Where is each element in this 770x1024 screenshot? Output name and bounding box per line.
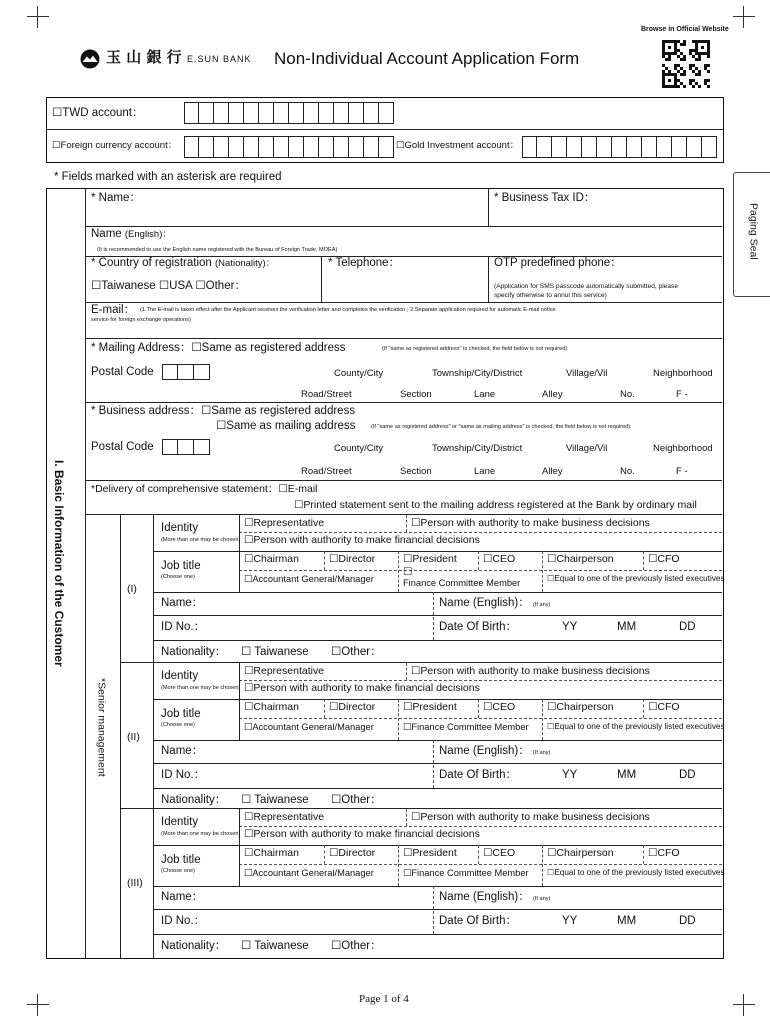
logo-english: E.SUN BANK xyxy=(187,54,252,64)
finance-committee-checkbox[interactable]: ☐ xyxy=(403,566,413,578)
equal-executives-checkbox[interactable]: ☐Equal to one of the previously listed executives xyxy=(547,868,725,877)
finance-committee-label: Finance Committee Member xyxy=(403,578,521,588)
officer-nationality-label: Nationality： xyxy=(161,646,227,658)
page-number: Page 1 of 4 xyxy=(359,993,409,1005)
mountain-logo-icon xyxy=(80,49,100,69)
job-title-hint: (Choose one) xyxy=(161,868,195,874)
cfo-checkbox[interactable]: ☐CFO xyxy=(648,701,680,713)
officer-id-label[interactable]: ID No.： xyxy=(161,769,206,781)
paging-seal-label: Paging Seal xyxy=(747,203,760,260)
dob-month: MM xyxy=(617,621,637,633)
representative-checkbox[interactable]: ☐Representative xyxy=(244,665,325,677)
chairperson-checkbox[interactable]: ☐Chairperson xyxy=(547,701,614,713)
officer-name-label[interactable]: Name： xyxy=(161,597,204,609)
dob-year: YY xyxy=(562,621,578,633)
director-checkbox[interactable]: ☐Director xyxy=(329,701,376,713)
identity-hint: (More than one may be chosen) xyxy=(161,537,241,543)
financial-authority-checkbox[interactable]: ☐Person with authority to make financial decisions xyxy=(244,534,480,546)
chairman-checkbox[interactable]: ☐Chairman xyxy=(244,701,299,713)
nationality-other-checkbox[interactable]: ☐Other： xyxy=(331,940,382,952)
foreign-account-label[interactable]: ☐Foreign currency account： xyxy=(52,140,178,151)
management-row-label: (II) xyxy=(127,731,140,743)
otp-note-1: (Application for SMS passcode automatically submitted, please xyxy=(494,283,678,290)
bank-logo xyxy=(80,48,266,70)
accountant-checkbox[interactable]: ☐Accountant General/Manager xyxy=(244,574,374,584)
financial-authority-checkbox[interactable]: ☐Person with authority to make financial decisions xyxy=(244,682,480,694)
nationality-taiwanese-checkbox[interactable]: ☐ Taiwanese xyxy=(241,940,309,952)
job-title-hint: (Choose one) xyxy=(161,574,195,580)
business-road-street: Road/Street xyxy=(301,466,352,477)
business-address-label[interactable]: * Business address：☐Same as registered address xyxy=(91,405,356,417)
identity-label: Identity xyxy=(161,816,199,828)
business-authority-checkbox[interactable]: ☐Person with authority to make business decisions xyxy=(411,811,650,823)
ceo-checkbox[interactable]: ☐CEO xyxy=(483,847,516,859)
dob-day: DD xyxy=(679,769,696,781)
management-row-label: (I) xyxy=(127,583,137,595)
business-lane: Lane xyxy=(474,466,496,477)
business-authority-checkbox[interactable]: ☐Person with authority to make business decisions xyxy=(411,665,650,677)
mailing-postal-code-label: Postal Code xyxy=(91,366,154,378)
business-township: Township/City/District xyxy=(432,443,523,454)
business-postal-code-label: Postal Code xyxy=(91,441,154,453)
director-checkbox[interactable]: ☐Director xyxy=(329,553,376,565)
mailing-note: (If "same as registered address" is checked, the field below is not required) xyxy=(382,346,568,352)
dob-year: YY xyxy=(562,915,578,927)
twd-account-label[interactable]: ☐TWD account： xyxy=(52,107,144,119)
crop-mark xyxy=(733,994,755,1016)
dob-day: DD xyxy=(679,621,696,633)
chairperson-checkbox[interactable]: ☐Chairperson xyxy=(547,553,614,565)
crop-mark xyxy=(27,6,49,28)
equal-executives-checkbox[interactable]: ☐Equal to one of the previously listed executives xyxy=(547,722,725,731)
cfo-checkbox[interactable]: ☐CFO xyxy=(648,847,680,859)
mailing-township: Township/City/District xyxy=(432,368,523,379)
officer-name-english-label[interactable]: Name (English)： (If any) xyxy=(439,891,551,903)
president-checkbox[interactable]: ☐President xyxy=(403,847,457,859)
mailing-no: No. xyxy=(620,389,635,400)
business-neighborhood: Neighborhood xyxy=(653,443,713,454)
business-no: No. xyxy=(620,466,635,477)
mailing-floor: F - xyxy=(676,389,688,400)
country-label[interactable]: * Country of registration (Nationality)： xyxy=(91,257,276,269)
senior-management-label: *Senior management xyxy=(95,678,108,777)
business-note: (If "same as registered address" or "same as mailing address" is checked, the field below is not required) xyxy=(371,424,631,430)
crop-mark xyxy=(27,994,49,1016)
dob-month: MM xyxy=(617,769,637,781)
accountant-checkbox[interactable]: ☐Accountant General/Manager xyxy=(244,722,374,732)
business-authority-checkbox[interactable]: ☐Person with authority to make business decisions xyxy=(411,517,650,529)
chairman-checkbox[interactable]: ☐Chairman xyxy=(244,553,299,565)
business-county-city: County/City xyxy=(334,443,384,454)
mailing-address-label[interactable]: * Mailing Address：☐Same as registered address xyxy=(91,342,346,354)
telephone-label[interactable]: * Telephone： xyxy=(328,257,401,269)
logo-chinese: 玉 山 銀 行 xyxy=(106,48,182,66)
officer-name-english-label[interactable]: Name (English)： (If any) xyxy=(439,597,551,609)
business-postal-code-field[interactable] xyxy=(162,439,210,455)
gold-account-field[interactable] xyxy=(522,136,717,158)
mailing-alley: Alley xyxy=(542,389,563,400)
finance-committee-checkbox[interactable]: ☐Finance Committee Member xyxy=(403,868,529,878)
email-note-2: service for foreign exchange operations) xyxy=(91,317,191,323)
nationality-taiwanese-checkbox[interactable]: ☐ Taiwanese xyxy=(241,794,309,806)
email-note-1: (1.The E-mail is taken effect after the Applicant receives the verification letter and completes the verification.; 2.Separate application required for automatic E-mail notice xyxy=(140,307,556,313)
identity-hint: (More than one may be chosen) xyxy=(161,685,241,691)
crop-mark xyxy=(733,6,755,28)
dob-year: YY xyxy=(562,769,578,781)
officer-dob-label[interactable]: Date Of Birth： xyxy=(439,915,517,927)
financial-authority-checkbox[interactable]: ☐Person with authority to make financial decisions xyxy=(244,828,480,840)
ceo-checkbox[interactable]: ☐CEO xyxy=(483,701,516,713)
mailing-county-city: County/City xyxy=(334,368,384,379)
ceo-checkbox[interactable]: ☐CEO xyxy=(483,553,516,565)
officer-nationality-label: Nationality： xyxy=(161,794,227,806)
business-alley: Alley xyxy=(542,466,563,477)
nationality-taiwanese-checkbox[interactable]: ☐ Taiwanese xyxy=(241,646,309,658)
country-options[interactable]: ☐Taiwanese ☐USA ☐Other： xyxy=(91,280,246,292)
representative-checkbox[interactable]: ☐Representative xyxy=(244,517,325,529)
officer-name-english-label[interactable]: Name (English)： (If any) xyxy=(439,745,551,757)
finance-committee-checkbox[interactable]: ☐Finance Committee Member xyxy=(403,722,529,732)
job-title-label: Job title xyxy=(161,560,201,572)
business-village: Village/Vil xyxy=(566,443,608,454)
otp-note-2: specify otherwise to annul this service) xyxy=(494,292,607,299)
officer-dob-label[interactable]: Date Of Birth： xyxy=(439,621,517,633)
director-checkbox[interactable]: ☐Director xyxy=(329,847,376,859)
dob-month: MM xyxy=(617,915,637,927)
mailing-section: Section xyxy=(400,389,432,400)
business-tax-id-label[interactable]: * Business Tax ID： xyxy=(494,192,596,204)
job-title-label: Job title xyxy=(161,708,201,720)
name-label[interactable]: * Name： xyxy=(91,192,141,204)
business-section: Section xyxy=(400,466,432,477)
nationality-other-checkbox[interactable]: ☐Other： xyxy=(331,646,382,658)
officer-dob-label[interactable]: Date Of Birth： xyxy=(439,769,517,781)
delivery-printed[interactable]: ☐Printed statement sent to the mailing address registered at the Bank by ordinary mail xyxy=(294,499,697,511)
qr-caption: Browse in Official Website xyxy=(641,26,729,33)
delivery-label[interactable]: *Delivery of comprehensive statement：☐E-mail xyxy=(91,483,318,495)
identity-hint: (More than one may be chosen) xyxy=(161,831,241,837)
cfo-checkbox[interactable]: ☐CFO xyxy=(648,553,680,565)
identity-label: Identity xyxy=(161,670,199,682)
mailing-road-street: Road/Street xyxy=(301,389,352,400)
mailing-village: Village/Vil xyxy=(566,368,608,379)
officer-id-label[interactable]: ID No.： xyxy=(161,915,206,927)
twd-account-field[interactable] xyxy=(184,102,394,124)
section-title: I. Basic Information of the Customer xyxy=(52,460,66,667)
equal-executives-checkbox[interactable]: ☐Equal to one of the previously listed executives xyxy=(547,574,725,583)
mailing-postal-code-field[interactable] xyxy=(162,364,210,380)
accountant-checkbox[interactable]: ☐Accountant General/Manager xyxy=(244,868,374,878)
qr-code[interactable] xyxy=(662,40,710,88)
officer-id-label[interactable]: ID No.： xyxy=(161,621,206,633)
nationality-other-checkbox[interactable]: ☐Other： xyxy=(331,794,382,806)
mailing-neighborhood: Neighborhood xyxy=(653,368,713,379)
email-label[interactable]: E-mail： xyxy=(91,304,136,316)
officer-name-label[interactable]: Name： xyxy=(161,745,204,757)
business-same-mailing[interactable]: ☐Same as mailing address xyxy=(216,420,356,432)
mailing-lane: Lane xyxy=(474,389,496,400)
dob-day: DD xyxy=(679,915,696,927)
otp-phone-label[interactable]: OTP predefined phone： xyxy=(494,257,622,269)
name-english-hint: (It is recommended to use the English name registered with the Bureau of Foreign Trade, MOEA) xyxy=(97,247,338,253)
president-checkbox[interactable]: ☐President xyxy=(403,553,457,565)
officer-nationality-label: Nationality： xyxy=(161,940,227,952)
representative-checkbox[interactable]: ☐Representative xyxy=(244,811,325,823)
job-title-label: Job title xyxy=(161,854,201,866)
officer-name-label[interactable]: Name： xyxy=(161,891,204,903)
page-title: Non-Individual Account Application Form xyxy=(274,49,580,68)
job-title-hint: (Choose one) xyxy=(161,722,195,728)
identity-label: Identity xyxy=(161,522,199,534)
chairperson-checkbox[interactable]: ☐Chairperson xyxy=(547,847,614,859)
management-row-label: (III) xyxy=(127,877,143,889)
chairman-checkbox[interactable]: ☐Chairman xyxy=(244,847,299,859)
foreign-account-field[interactable] xyxy=(184,136,394,158)
name-english-label[interactable]: Name (English)： xyxy=(91,228,172,240)
required-note: * Fields marked with an asterisk are required xyxy=(54,171,282,183)
business-floor: F - xyxy=(676,466,688,477)
president-checkbox[interactable]: ☐President xyxy=(403,701,457,713)
gold-account-label[interactable]: ☐Gold Investment account： xyxy=(396,140,520,151)
